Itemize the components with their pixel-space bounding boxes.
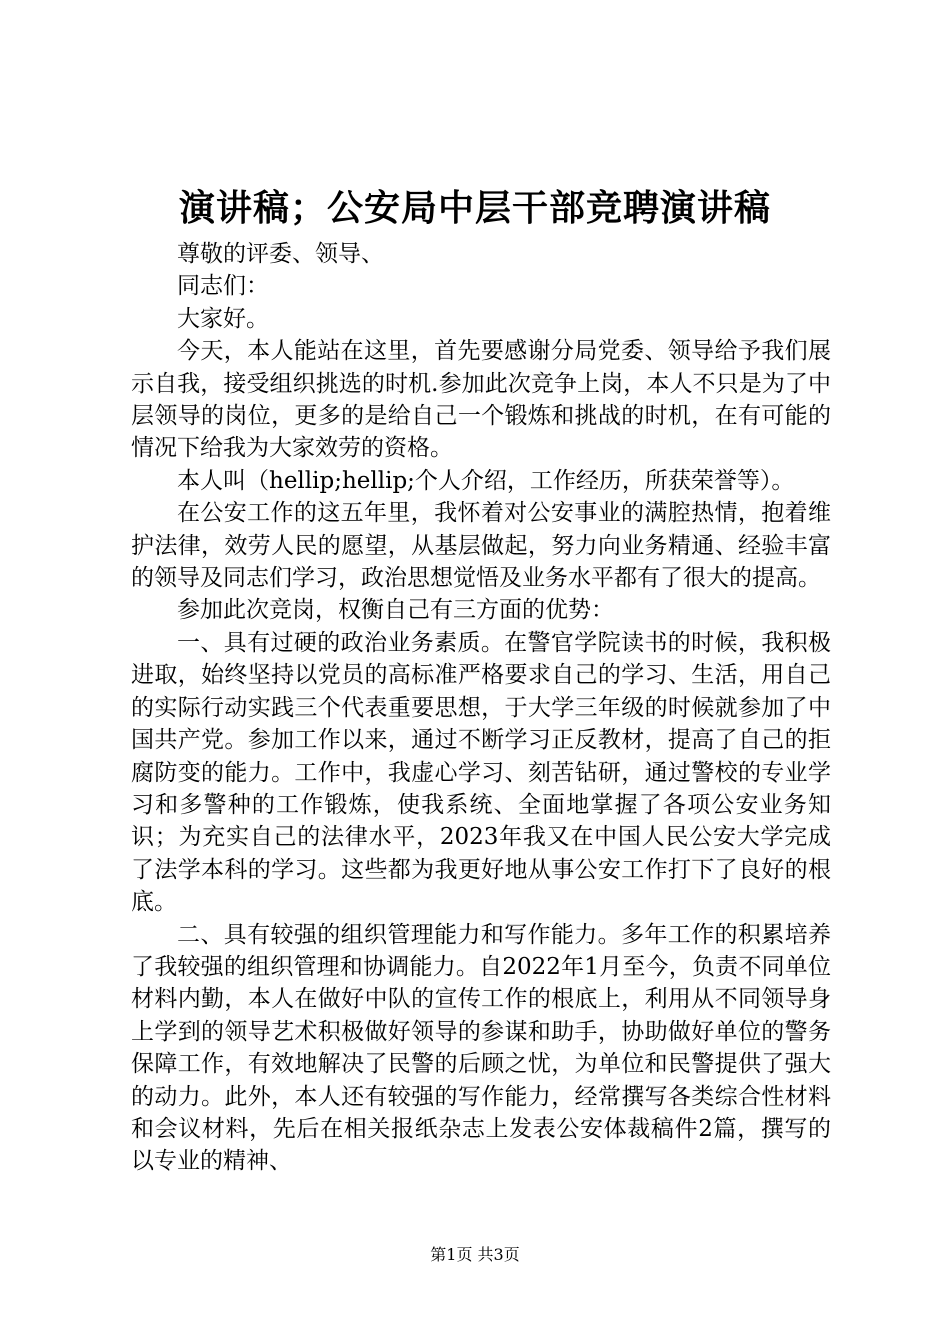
document-body	[131, 238, 831, 1178]
paragraph-intro: 今天，本人能站在这里，首先要感谢分局党委、领导给予我们展示自我，接受组织挑选的时机.参加此次竞争上岗，本人不只是为了中层领导的岗位，更多的是给自己一个锻炼和挑战的时机，在有可能的情况下给我为大家效劳的资格。	[131, 338, 831, 462]
paragraph-greeting: 大家好。	[177, 305, 269, 332]
paragraph-self-introduction: 本人叫（hellip;hellip;个人介绍，工作经历，所获荣誉等）。	[177, 467, 795, 494]
paragraph-salutation-1: 尊敬的评委、领导、	[177, 241, 384, 267]
paragraph-five-years: 在公安工作的这五年里，我怀着对公安事业的满腔热情，抱着维护法律，效劳人民的愿望，从基层做起，努力向业务精通、经验丰富的领导及同志们学习，政治思想觉悟及业务水平都有了很大的提高。	[131, 500, 831, 592]
document-title: 演讲稿；公安局中层干部竞聘演讲稿	[178, 187, 771, 229]
paragraph-advantage-1: 一、具有过硬的政治业务素质。在警官学院读书的时候，我积极进取，始终坚持以党员的高标准严格要求自己的学习、生活，用自己的实际行动实践三个代表重要思想，于大学三年级的时候就参加了中国共产党。参加工作以来，通过不断学习正反教材，提高了自己的拒腐防变的能力。工作中，我虚心学习、刻苦钻研，通过警校的专业学习和多警种的工作锻炼，使我系统、全面地掌握了各项公安业务知识；为充实自己的法律水平，2023年我又在中国人民公安大学完成了法学本科的学习。这些都为我更好地从事公安工作打下了良好的根底。	[131, 629, 831, 916]
page-footer: 第1页 共3页	[430, 1245, 520, 1264]
paragraph-advantages-heading: 参加此次竞岗，权衡自己有三方面的优势：	[177, 597, 614, 624]
paragraph-salutation-2: 同志们：	[177, 273, 269, 300]
paragraph-advantage-2: 二、具有较强的组织管理能力和写作能力。多年工作的积累培养了我较强的组织管理和协调能力。自2022年1月至今，负责不同单位材料内勤，本人在做好中队的宣传工作的根底上，利用从不同领导身上学到的领导艺术积极做好领导的参谋和助手，协助做好单位的警务保障工作，有效地解决了民警的后顾之忧，为单位和民警提供了强大的动力。此外，本人还有较强的写作能力，经常撰写各类综合性材料和会议材料，先后在相关报纸杂志上发表公安体裁稿件2篇，撰写的以专业的精神、	[131, 921, 831, 1175]
